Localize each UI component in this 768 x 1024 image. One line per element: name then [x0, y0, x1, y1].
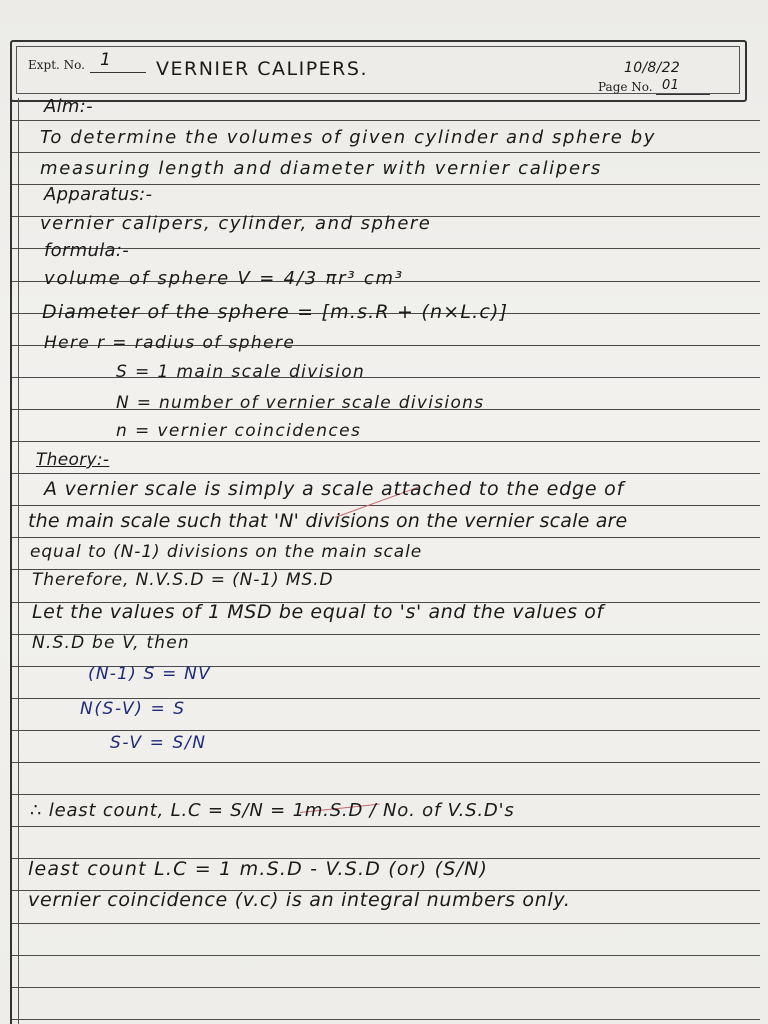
equation-line: (N-1) S = NV: [88, 664, 211, 684]
ruled-line: [12, 987, 760, 988]
expt-no-underline: [90, 72, 146, 73]
expt-no-value: 1: [100, 50, 112, 70]
ruled-line: [12, 505, 760, 506]
theory-text-line: equal to (N-1) divisions on the main scale: [30, 542, 423, 562]
formula-note: Here r = radius of sphere: [44, 333, 296, 353]
least-count-formula: ∴ least count, L.C = S/N = 1m.S.D / No. of V.S.D's: [30, 800, 515, 821]
ruled-line: [12, 441, 760, 442]
ruled-line: [12, 923, 760, 924]
ruled-line: [12, 152, 760, 153]
ruled-line: [12, 730, 760, 731]
apparatus-heading: Apparatus:-: [44, 184, 153, 205]
equation-line: S-V = S/N: [110, 733, 207, 753]
ruled-line: [12, 473, 760, 474]
ruled-line: [12, 762, 760, 763]
page-no-underline: [656, 94, 710, 95]
theory-text-line: Let the values of 1 MSD be equal to 's' and the values of: [32, 601, 604, 623]
aim-heading: Aim:-: [44, 96, 93, 117]
formula-note: N = number of vernier scale divisions: [116, 393, 485, 413]
date: 10/8/22: [624, 60, 681, 76]
equation-line: N(S-V) = S: [80, 699, 186, 719]
left-margin-line: [10, 98, 12, 1024]
page-title: VERNIER CALIPERS.: [156, 58, 368, 80]
ruled-line: [12, 1019, 760, 1020]
theory-text-line: the main scale such that 'N' divisions on the vernier scale are: [28, 510, 628, 532]
theory-text-line: A vernier scale is simply a scale attached to the edge of: [44, 478, 625, 500]
theory-text-line: N.S.D be V, then: [32, 633, 190, 653]
aim-text-line: measuring length and diameter with vernier calipers: [40, 158, 602, 179]
ruled-line: [12, 537, 760, 538]
left-margin-line-inner: [18, 98, 19, 1024]
ruled-line: [12, 955, 760, 956]
aim-text-line: To determine the volumes of given cylinder and sphere by: [40, 127, 657, 148]
page-no-label: Page No.: [598, 80, 653, 94]
apparatus-text: vernier calipers, cylinder, and sphere: [40, 213, 432, 234]
formula-note: S = 1 main scale division: [116, 362, 366, 382]
least-count-line: least count L.C = 1 m.S.D - V.S.D (or) (S/N): [28, 858, 489, 880]
expt-no-label: Expt. No.: [28, 58, 85, 72]
conclusion-line: vernier coincidence (v.c) is an integral numbers only.: [28, 889, 571, 911]
ruled-line: [12, 794, 760, 795]
formula-volume: volume of sphere V = 4/3 πr³ cm³: [44, 268, 404, 289]
formula-diameter: Diameter of the sphere = [m.s.R + (n×L.c)]: [42, 301, 509, 323]
formula-heading: formula:-: [44, 240, 129, 261]
ruled-line: [12, 120, 760, 121]
theory-heading: Theory:-: [36, 450, 110, 470]
page-no-value: 01: [662, 78, 680, 93]
ruled-line: [12, 826, 760, 827]
formula-note: n = vernier coincidences: [116, 421, 362, 441]
theory-text-line: Therefore, N.V.S.D = (N-1) MS.D: [32, 570, 334, 590]
